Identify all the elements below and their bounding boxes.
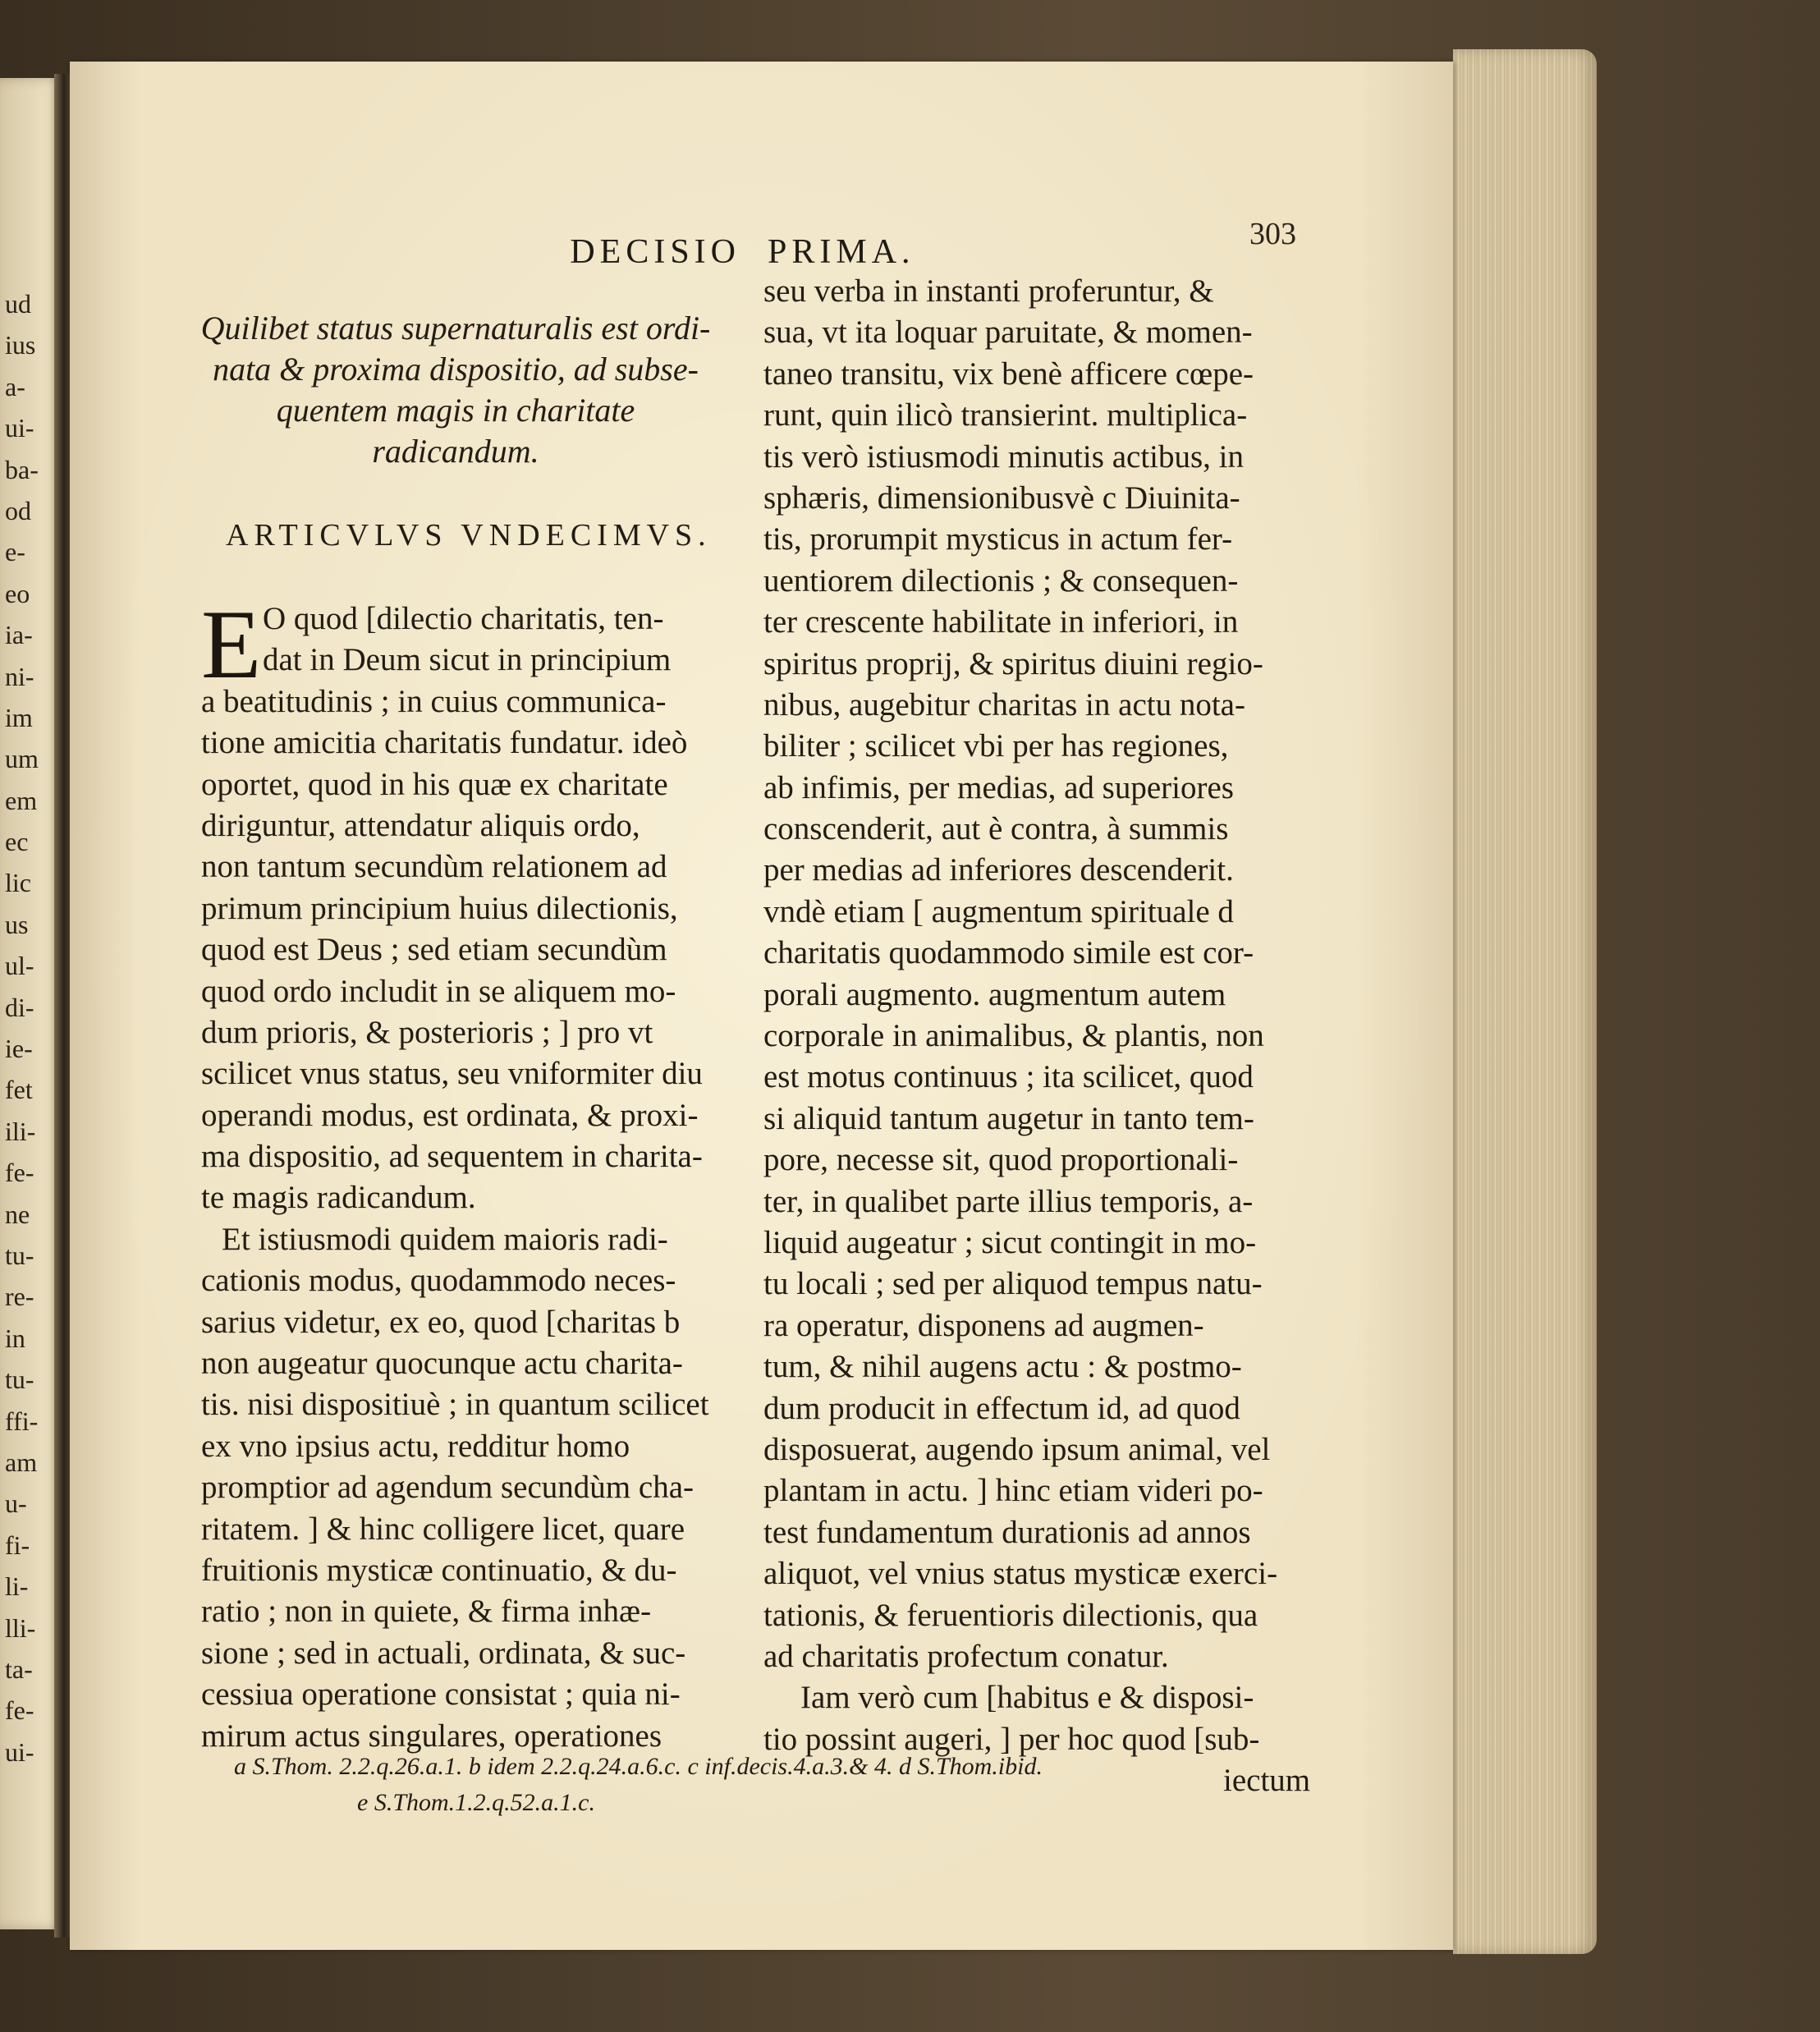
fragment-line: e- <box>5 537 25 567</box>
fragment-line: ui- <box>5 413 34 443</box>
text-line: iectum <box>1223 1763 1311 1799</box>
footnote-line: a S.Thom. 2.2.q.26.a.1. b idem 2.2.q.24.a.6.c. c inf.decis.4.a.3.& 4. d S.Thom.ibid. <box>234 1753 1043 1780</box>
text-line: liquid augeatur ; sicut contingit in mo- <box>763 1224 1257 1260</box>
fragment-line: im <box>5 702 33 732</box>
text-line: ritatem. ] & hinc colligere licet, quare <box>201 1511 685 1547</box>
text-line: test fundamentum durationis ad annos <box>763 1514 1251 1550</box>
text-line: ma dispositio, ad sequentem in charita- <box>201 1139 703 1175</box>
text-line: pore, necesse sit, quod proportionali- <box>763 1142 1239 1178</box>
fragment-line: re- <box>5 1282 34 1312</box>
text-line: ter crescente habilitate in inferiori, in <box>763 604 1239 640</box>
fragment-line: em <box>5 785 38 815</box>
text-line: O quod [dilectio charitatis, ten- <box>263 601 664 636</box>
text-line: sione ; sed in actuali, ordinata, & suc- <box>201 1635 686 1671</box>
right-column <box>763 271 1322 1801</box>
fragment-line: in <box>5 1323 25 1353</box>
fragment-line: ec <box>5 827 29 857</box>
text-line: non tantum secundùm relationem ad <box>201 849 667 885</box>
fragment-line: ud <box>5 289 31 319</box>
text-line: sua, vt ita loquar paruitate, & momen- <box>763 314 1253 351</box>
text-line: fruitionis mysticæ continuatio, & du- <box>201 1552 677 1588</box>
text-line: disposuerat, augendo ipsum animal, vel <box>763 1431 1271 1467</box>
text-line: plantam in actu. ] hinc etiam videri po- <box>763 1473 1263 1509</box>
left-column <box>201 589 739 1757</box>
text-line: aliquot, vel vnius status mysticæ exerci- <box>763 1556 1278 1592</box>
fragment-line: fi- <box>5 1530 30 1560</box>
text-line: tio possint augeri, ] per hoc quod [sub- <box>763 1721 1260 1757</box>
text-line: scilicet vnus status, seu vniformiter diu <box>201 1056 703 1092</box>
text-line: taneo transitu, vix benè afficere cœpe- <box>763 355 1254 392</box>
footnote-line: e S.Thom.1.2.q.52.a.1.c. <box>357 1789 595 1816</box>
text-line: runt, quin ilicò transierint. multiplica- <box>763 397 1248 433</box>
text-line: diriguntur, attendatur aliquis ordo, <box>201 807 640 843</box>
text-line: ex vno ipsius actu, redditur homo <box>201 1428 630 1464</box>
fragment-line: di- <box>5 992 34 1022</box>
fragment-line: ia- <box>5 620 33 650</box>
text-line: non augeatur quocunque actu charita- <box>201 1346 683 1382</box>
text-line: corporale in animalibus, & plantis, non <box>763 1018 1264 1054</box>
fragment-line: ul- <box>5 951 34 981</box>
text-line: dum prioris, & posterioris ; ] pro vt <box>201 1014 653 1050</box>
page-block-edge <box>1453 49 1597 1954</box>
fragment-line: lli- <box>5 1612 36 1643</box>
fragment-line: tu- <box>5 1240 34 1270</box>
text-line: ab infimis, per medias, ad superiores <box>763 769 1234 805</box>
fragment-line: ta- <box>5 1654 33 1684</box>
text-line: vndè etiam [ augmentum spirituale d <box>763 893 1234 929</box>
text-line: tationis, & feruentioris dilectionis, qua <box>763 1597 1258 1633</box>
running-head-left: DECISIO <box>570 233 740 271</box>
text-line: ra operatur, disponens ad augmen- <box>763 1307 1204 1343</box>
fragment-line: ba- <box>5 454 39 484</box>
text-line: per medias ad inferiores descenderit. <box>763 852 1234 888</box>
text-line: promptior ad agendum secundùm cha- <box>201 1470 694 1506</box>
fragment-line: fe- <box>5 1695 34 1726</box>
fragment-line: ie- <box>5 1034 33 1064</box>
page-number: 303 <box>1249 217 1296 251</box>
fragment-line: ius <box>5 330 36 360</box>
text-line: ratio ; non in quiete, & firma inhæ- <box>201 1594 652 1630</box>
text-line: tis, prorumpit mysticus in actum fer- <box>763 521 1233 557</box>
footnotes <box>234 1749 1350 1821</box>
facing-page-edge <box>0 78 62 1929</box>
fragment-line: li- <box>5 1571 29 1602</box>
text-line: mirum actus singulares, operationes <box>201 1718 662 1754</box>
text-line: charitatis quodammodo simile est cor- <box>763 935 1254 971</box>
text-line: te magis radicandum. <box>201 1180 476 1216</box>
summary-line: quentem magis in charitate <box>276 392 635 429</box>
text-line: seu verba in instanti proferuntur, & <box>763 273 1214 309</box>
text-line: oportet, quod in his quæ ex charitate <box>201 766 668 802</box>
fragment-line: od <box>5 495 31 525</box>
fragment-line: ffi- <box>5 1406 39 1436</box>
summary-line: radicandum. <box>372 433 539 470</box>
text-line: operandi modus, est ordinata, & proxi- <box>201 1097 699 1133</box>
text-line: tu locali ; sed per aliquod tempus natu- <box>763 1266 1263 1302</box>
text-line: tum, & nihil augens actu : & postmo- <box>763 1349 1242 1385</box>
text-line: uentiorem dilectionis ; & consequen- <box>763 562 1239 599</box>
text-line: spiritus proprij, & spiritus diuini regio- <box>763 645 1263 681</box>
text-line: tione amicitia charitatis fundatur. ideò <box>201 725 688 761</box>
book-page <box>70 62 1453 1950</box>
running-head <box>70 232 1332 273</box>
fragment-line: fet <box>5 1075 33 1105</box>
fragment-line: am <box>5 1447 38 1477</box>
text-line: ad charitatis profectum conatur. <box>763 1638 1169 1674</box>
fragment-line: fe- <box>5 1158 34 1188</box>
running-head-right: PRIMA. <box>768 233 915 271</box>
drop-initial: E <box>201 589 262 699</box>
fragment-line: us <box>5 909 29 939</box>
fragment-line: eo <box>5 578 30 608</box>
fragment-line: u- <box>5 1488 27 1519</box>
text-line: sphæris, dimensionibusvè c Diuinita- <box>763 479 1240 516</box>
text-line: Et istiusmodi quidem maioris radi- <box>222 1221 668 1257</box>
text-line: porali augmento. augmentum autem <box>763 976 1226 1012</box>
article-title: ARTICVLVS VNDECIMVS. <box>226 518 712 553</box>
text-line: cessiua operatione consistat ; quia ni- <box>201 1677 681 1713</box>
article-summary <box>185 308 727 472</box>
text-line: primum principium huius dilectionis, <box>201 890 678 926</box>
text-line: sarius videtur, ex eo, quod [charitas b <box>201 1304 681 1340</box>
fragment-line: ui- <box>5 1736 34 1767</box>
text-line: quod ordo includit in se aliquem mo- <box>201 973 676 1009</box>
text-line: tis. nisi dispositiuè ; in quantum scilicet <box>201 1387 709 1423</box>
fragment-line: um <box>5 744 39 774</box>
text-line: quod est Deus ; sed etiam secundùm <box>201 932 667 968</box>
fragment-line: tu- <box>5 1365 34 1395</box>
summary-line: Quilibet status supernaturalis est ordi- <box>200 310 711 346</box>
text-line: ter, in qualibet parte illius temporis, a- <box>763 1183 1254 1219</box>
text-line: est motus continuus ; ita scilicet, quod <box>763 1059 1254 1095</box>
text-line: si aliquid tantum augetur in tanto tem- <box>763 1100 1254 1136</box>
text-line: Iam verò cum [habitus e & disposi- <box>800 1680 1254 1716</box>
fragment-line: ne <box>5 1199 30 1229</box>
text-line: dum producit in effectum id, ad quod <box>763 1390 1240 1426</box>
text-line: biliter ; scilicet vbi per has regiones, <box>763 728 1229 764</box>
text-line: tis verò istiusmodi minutis actibus, in <box>763 438 1244 475</box>
text-line: conscenderit, aut è contra, à summis <box>763 811 1229 847</box>
fragment-line: ili- <box>5 1116 36 1146</box>
fragment-line: ni- <box>5 661 34 691</box>
fragment-line: a- <box>5 371 25 401</box>
facing-page-fragments <box>5 283 62 1773</box>
text-line: nibus, augebitur charitas in actu nota- <box>763 686 1245 722</box>
summary-line: nata & proxima dispositio, ad subse- <box>213 351 699 388</box>
fragment-line: lic <box>5 868 31 898</box>
text-line: dat in Deum sicut in principium <box>263 642 672 678</box>
text-line: cationis modus, quodammodo neces- <box>201 1263 676 1299</box>
text-line: a beatitudinis ; in cuius communica- <box>201 683 667 719</box>
